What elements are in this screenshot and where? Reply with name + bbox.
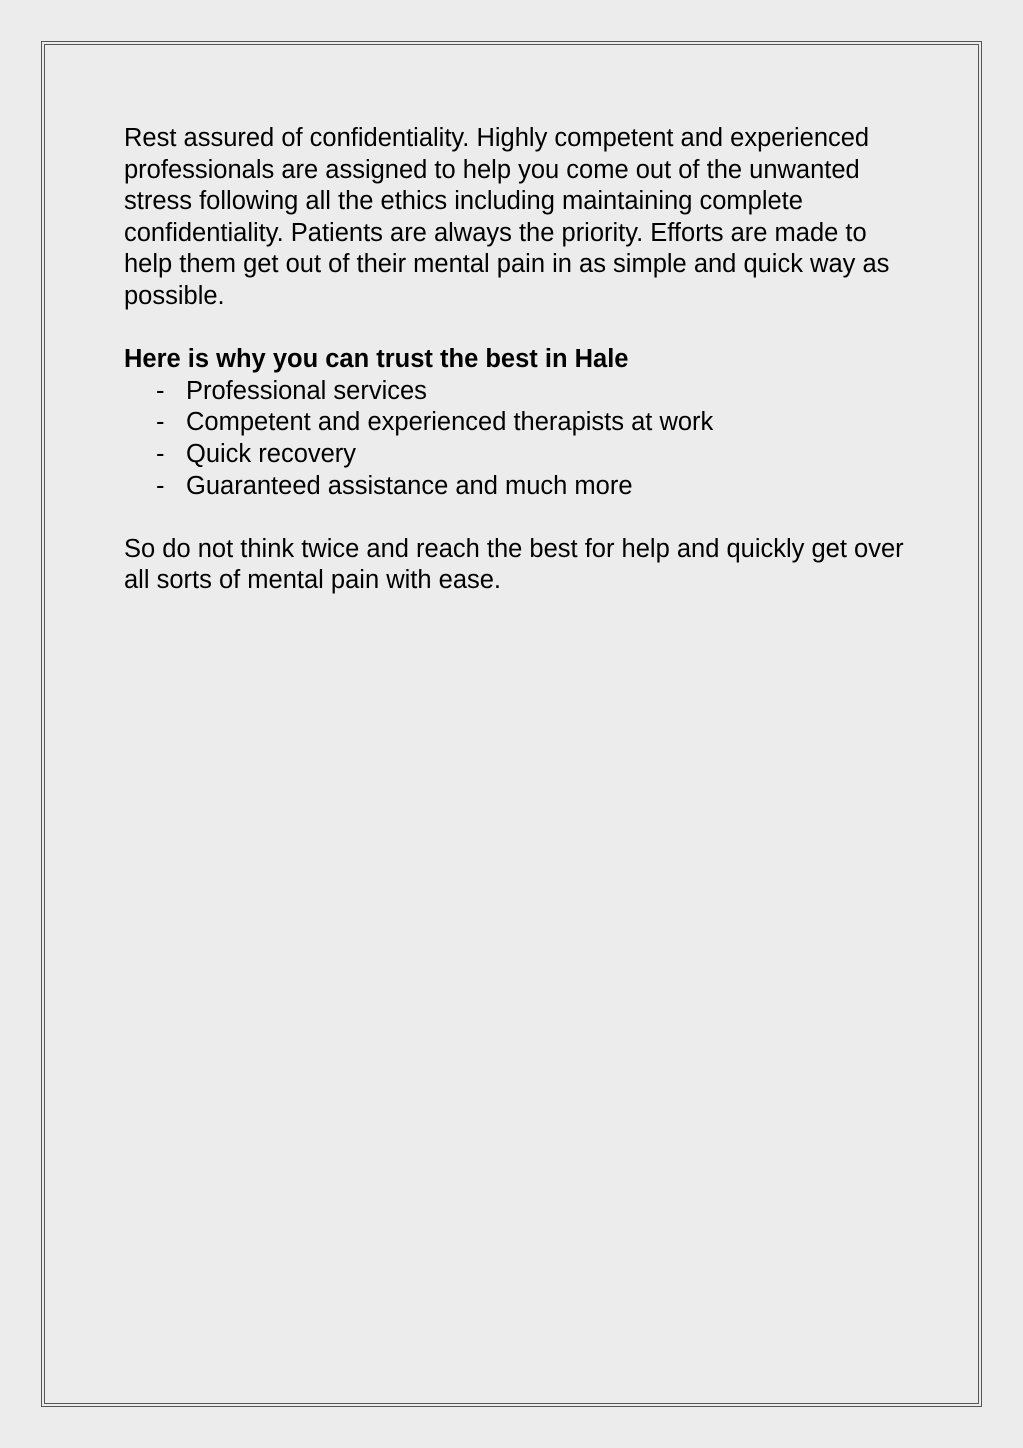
intro-paragraph: Rest assured of confidentiality. Highly competent and experienced professionals are assigned to help you come out of the unwanted stress following all the ethics including maintaining complete confidentiality. Patients are always the priority. Efforts are made to help them get out of their mental pain in as simple and quick way as possible. — [124, 124, 890, 310]
bullet-dash: - — [156, 408, 165, 437]
list-item — [124, 439, 904, 471]
closing-paragraph: So do not think twice and reach the best for help and quickly get over all sorts of mental pain with ease. — [124, 534, 904, 595]
section-heading: Here is why you can trust the best in Hale — [124, 345, 629, 374]
document-body — [124, 123, 904, 597]
bullet-dash: - — [156, 471, 165, 500]
bullet-dash: - — [156, 439, 165, 468]
list-item-text: Quick recovery — [186, 439, 357, 468]
list-item — [124, 376, 904, 408]
list-item-text: Competent and experienced therapists at work — [186, 408, 714, 437]
paragraph-spacer — [124, 313, 904, 345]
list-item — [124, 407, 904, 439]
list-item — [124, 471, 904, 503]
bullet-list — [124, 376, 904, 502]
paragraph-spacer — [124, 502, 904, 534]
bullet-dash: - — [156, 376, 165, 405]
list-item-text: Professional services — [186, 376, 427, 405]
list-item-text: Guaranteed assistance and much more — [186, 471, 633, 500]
